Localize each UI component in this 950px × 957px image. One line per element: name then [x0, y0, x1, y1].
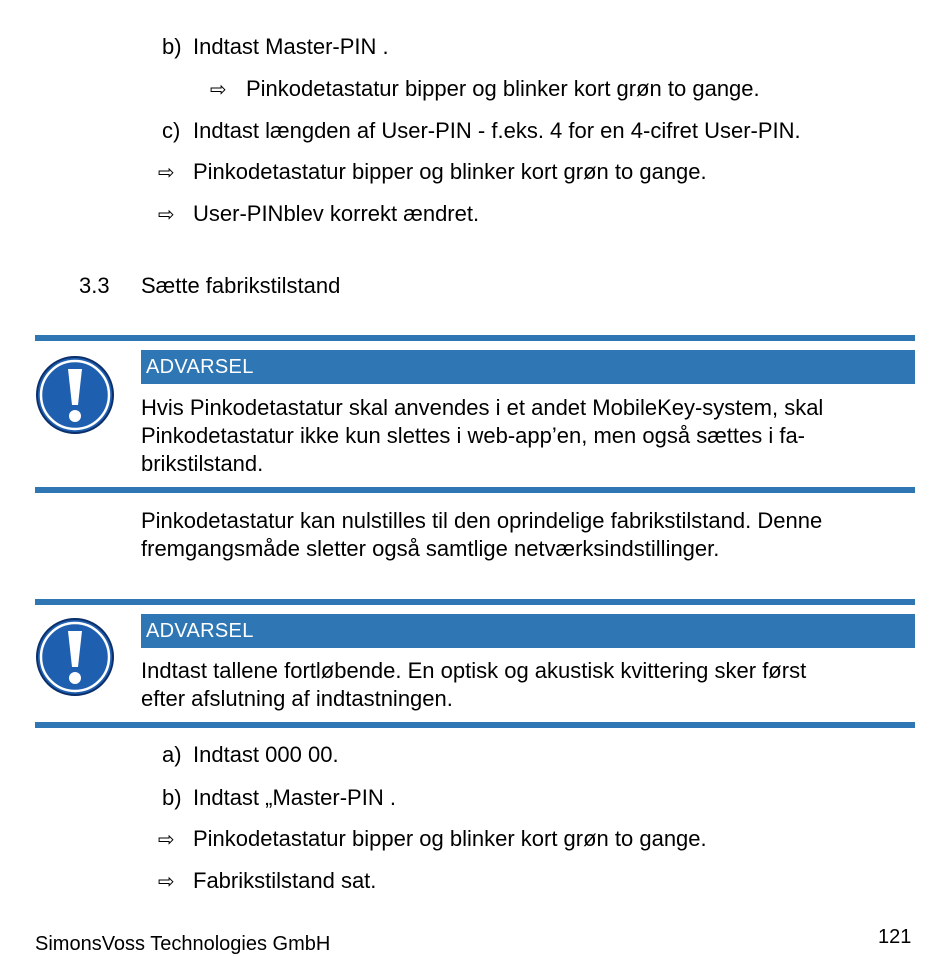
result-arrow-icon: ⇨	[158, 869, 175, 893]
result-arrow-icon: ⇨	[210, 77, 227, 101]
warning-1-line-3: brikstilstand.	[141, 451, 264, 476]
result-arrow-icon: ⇨	[158, 160, 175, 184]
step-b-result: Pinkodetastatur bipper og blinker kort grøn to gange.	[246, 76, 760, 101]
footer-company: SimonsVoss Technologies GmbH	[35, 933, 331, 955]
step-c-marker: c)	[162, 118, 181, 143]
result-text-1: Pinkodetastatur bipper og blinker kort grøn to gange.	[193, 159, 707, 184]
body-line-2: fremgangsmåde sletter også samtlige netværksindstillinger.	[141, 536, 720, 561]
warning-1-line-1: Hvis Pinkodetastatur skal anvendes i et andet MobileKey-system, skal	[141, 395, 824, 420]
step-b-marker: b)	[162, 34, 182, 59]
result-text-2: User-PINblev korrekt ændret.	[193, 201, 480, 226]
result-arrow-icon: ⇨	[158, 202, 175, 226]
step-a-marker: a)	[162, 742, 182, 767]
step-c-text: Indtast længden af User-PIN - f.eks. 4 for en 4-cifret User-PIN.	[193, 118, 801, 143]
body-line-1: Pinkodetastatur kan nulstilles til den oprindelige fabrikstilstand. Denne	[141, 508, 823, 533]
warning-bottom-rule	[35, 722, 915, 728]
warning-2-line-1: Indtast tallene fortløbende. En optisk og akustisk kvittering sker først	[141, 658, 807, 683]
step-a-text: Indtast 000 00.	[193, 742, 339, 767]
warning-bottom-rule	[35, 487, 915, 493]
result-text-1: Pinkodetastatur bipper og blinker kort grøn to gange.	[193, 826, 707, 851]
section-number: 3.3	[79, 273, 110, 298]
result-text-2: Fabrikstilstand sat.	[193, 868, 377, 893]
warning-label: ADVARSEL	[141, 350, 915, 384]
section-title: Sætte fabrikstilstand	[141, 273, 341, 298]
exclamation-circle-icon	[35, 355, 115, 435]
warning-2-line-2: efter afslutning af indtastningen.	[141, 686, 453, 711]
exclamation-circle-icon	[35, 617, 115, 697]
result-arrow-icon: ⇨	[158, 827, 175, 851]
step-b-text: Indtast „Master-PIN .	[193, 785, 396, 810]
step-b-text: Indtast Master-PIN .	[193, 34, 389, 59]
warning-1-line-2: Pinkodetastatur ikke kun slettes i web-app’en, men også sættes i fa-	[141, 423, 806, 448]
warning-label: ADVARSEL	[141, 614, 915, 648]
warning-top-rule	[35, 335, 915, 341]
warning-top-rule	[35, 599, 915, 605]
step-b-marker: b)	[162, 785, 182, 810]
page-number: 121	[878, 926, 912, 948]
